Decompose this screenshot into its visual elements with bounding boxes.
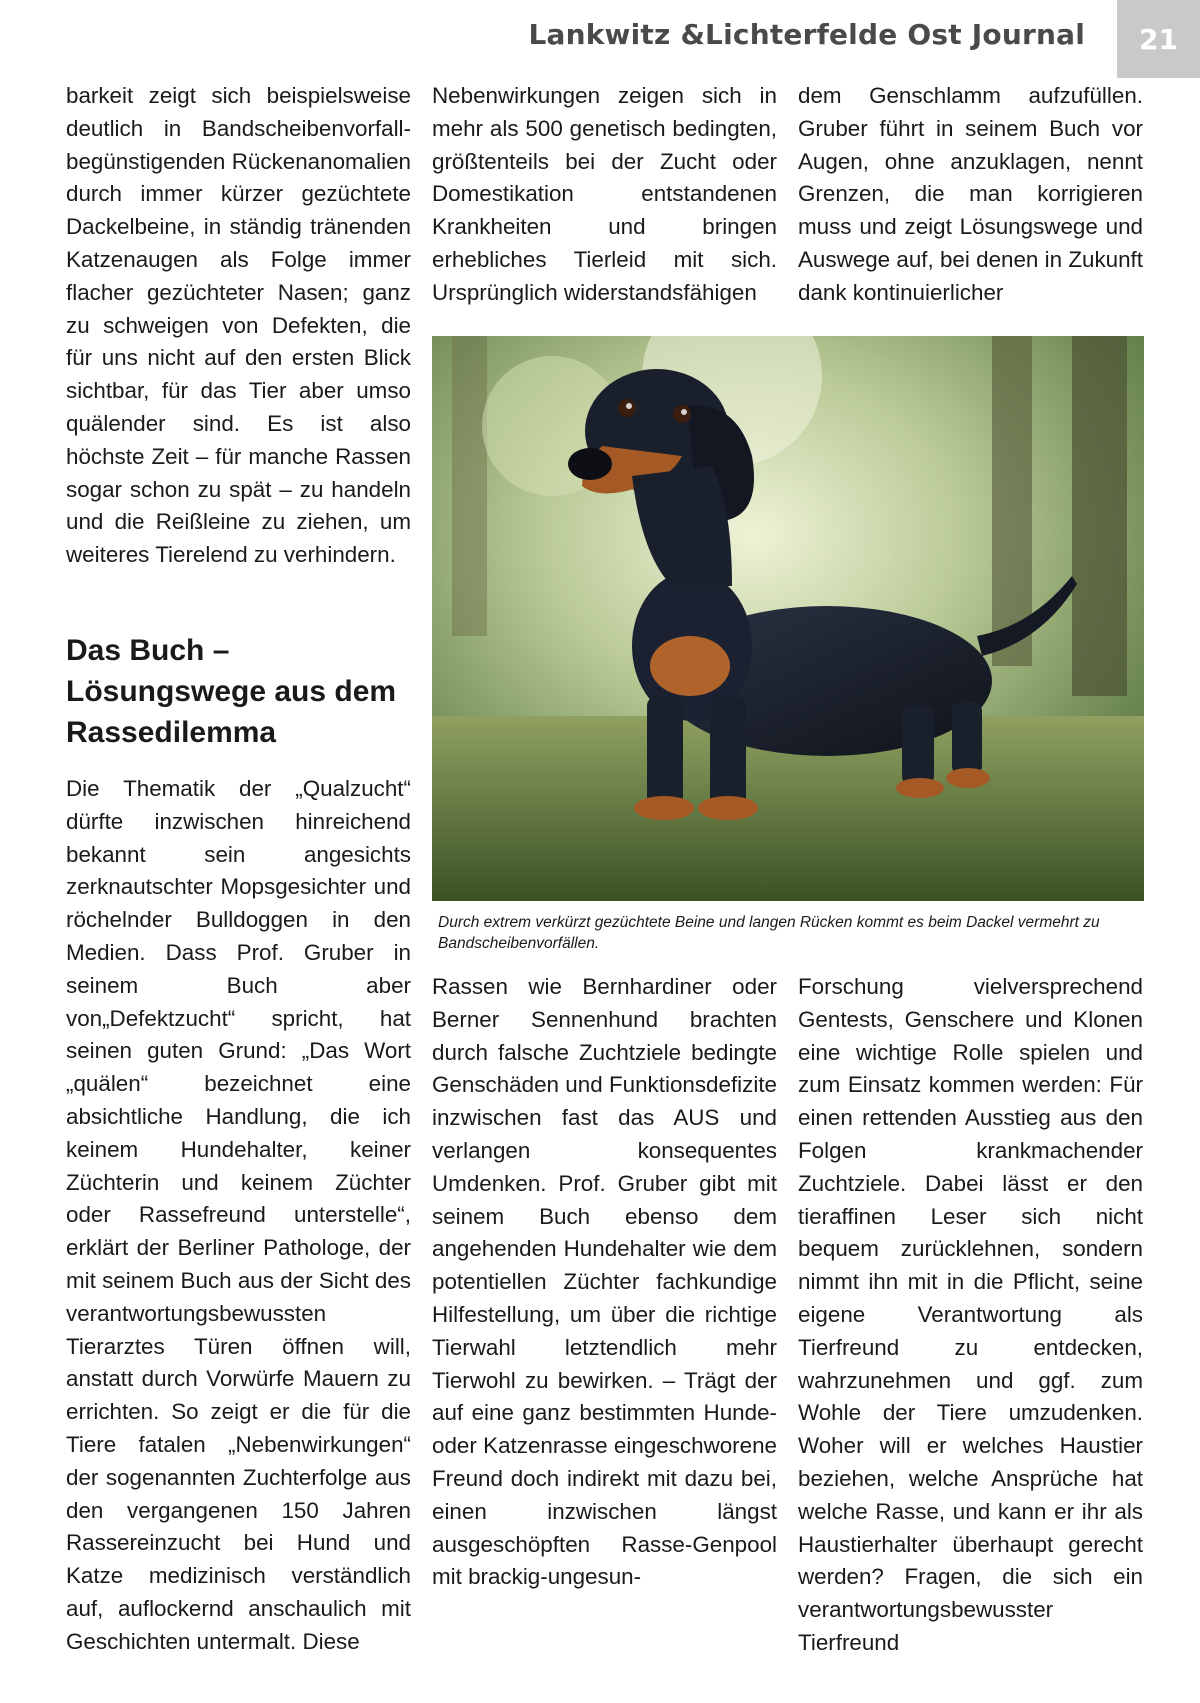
column-2-bottom bbox=[432, 971, 777, 1594]
photo-caption: Durch extrem verkürzt gezüchtete Beine und langen Rücken kommt es beim Dackel vermehrt zu Bandscheibenvorfällen. bbox=[438, 914, 1100, 952]
section-heading: Das Buch – Lösungswege aus dem Rassedilemma bbox=[66, 634, 397, 749]
column-3-top bbox=[798, 80, 1143, 310]
paragraph-col2-top: Nebenwirkungen zeigen sich in mehr als 500 genetisch bedingten, größtenteils bei der Zucht oder Domestikation entstandenen Krankheiten und bringen erhebliches Tierleid mit sich. Ursprünglich widerstandsfähigen bbox=[432, 83, 777, 305]
dachshund-photo bbox=[432, 336, 1144, 901]
page-number: 21 bbox=[1117, 0, 1200, 78]
column-1-top bbox=[66, 80, 411, 572]
paragraph-col2-bottom: Rassen wie Bernhardiner oder Berner Sennenhund brachten durch falsche Zuchtziele bedingte Genschäden und Funktionsdefizite inzwischen fast das AUS und verlangen konsequentes Umdenken. Prof. Gruber gibt mit seinem Buch ebenso dem angehenden Hundehalter wie dem potentiellen Züchter fachkundige Hilfestellung, um über die richtige Tierwahl letztendlich mehr Tierwohl zu bewirken. – Trägt der auf eine ganz bestimmten Hunde- oder Katzenrasse eingeschworene Freund doch indirekt mit dazu bei, einen inzwischen längst ausgeschöpften Rasse-Genpool mit brackig-ungesun- bbox=[432, 974, 777, 1590]
paragraph-col1-bottom: Die Thematik der „Qualzucht“ dürfte inzwischen hinreichend bekannt sein angesichts zerknautschter Mopsgesichter und röchelnder Bulldoggen in den Medien. Dass Prof. Gruber in seinem Buch aber von„Defektzucht“ spricht, hat seinen guten Grund: „Das Wort „quälen“ bezeichnet eine absichtliche Handlung, die ich keinem Hundehalter, keiner Züchterin und keinem Züchter oder Rassefreund unterstelle“, erklärt der Berliner Pathologe, der mit seinem Buch aus der Sicht des verantwortungsbewussten Tierarztes Türen öffnen will, anstatt durch Vorwürfe Mauern zu errichten. So zeigt er die für die Tiere fatalen „Nebenwirkungen“ der sogenannten Zuchterfolge aus den vergangenen 150 Jahren Rassereinzucht bei Hund und Katze medizinisch verständlich auf, auflockernd anschaulich mit Geschichten untermalt. Diese bbox=[66, 776, 411, 1654]
column-3-bottom bbox=[798, 971, 1143, 1660]
journal-title: Lankwitz &Lichterfelde Ost Journal bbox=[528, 18, 1085, 51]
paragraph-col3-top: dem Genschlamm aufzufüllen. Gruber führt in seinem Buch vor Augen, ohne anzuklagen, nennt Grenzen, die man korrigieren muss und zeigt Lösungswege und Auswege auf, bei denen in Zukunft dank kontinuierlicher bbox=[798, 83, 1143, 305]
dachshund-photo-icon bbox=[432, 336, 1144, 901]
column-2-top bbox=[432, 80, 777, 310]
paragraph-col3-bottom: Forschung vielversprechend Gentests, Genschere und Klonen eine wichtige Rolle spielen und zum Einsatz kommen werden: Für einen rettenden Ausstieg aus den Folgen krankmachender Zuchtziele. Dabei lässt er den tieraffinen Leser sich nicht bequem zurücklehnen, sondern nimmt ihn mit in die Pflicht, seine eigene Verantwortung als Tierfreund zu entdecken, wahrzunehmen und ggf. zum Wohle der Tiere umzudenken. Woher will er welches Haustier beziehen, welche Ansprüche hat welche Rasse, und kann er ihr als Haustierhalter überhaupt gerecht werden? Fragen, die sich ein verantwortungsbewusster Tierfreund bbox=[798, 974, 1143, 1655]
paragraph-col1-top: barkeit zeigt sich beispielsweise deutlich in Bandscheibenvorfall-begünstigenden Rückenanomalien durch immer kürzer gezüchtete Dackelbeine, in ständig tränenden Katzenaugen als Folge immer flacher gezüchteter Nasen; ganz zu schweigen von Defekten, die für uns nicht auf den ersten Blick sichtbar, für das Tier aber umso quälender sind. Es ist also höchste Zeit – für manche Rassen sogar schon zu spät – zu handeln und die Reißleine zu ziehen, um weiteres Tierelend zu verhindern. bbox=[66, 83, 411, 568]
page-header bbox=[0, 0, 1200, 70]
column-1-bottom bbox=[66, 773, 411, 1659]
